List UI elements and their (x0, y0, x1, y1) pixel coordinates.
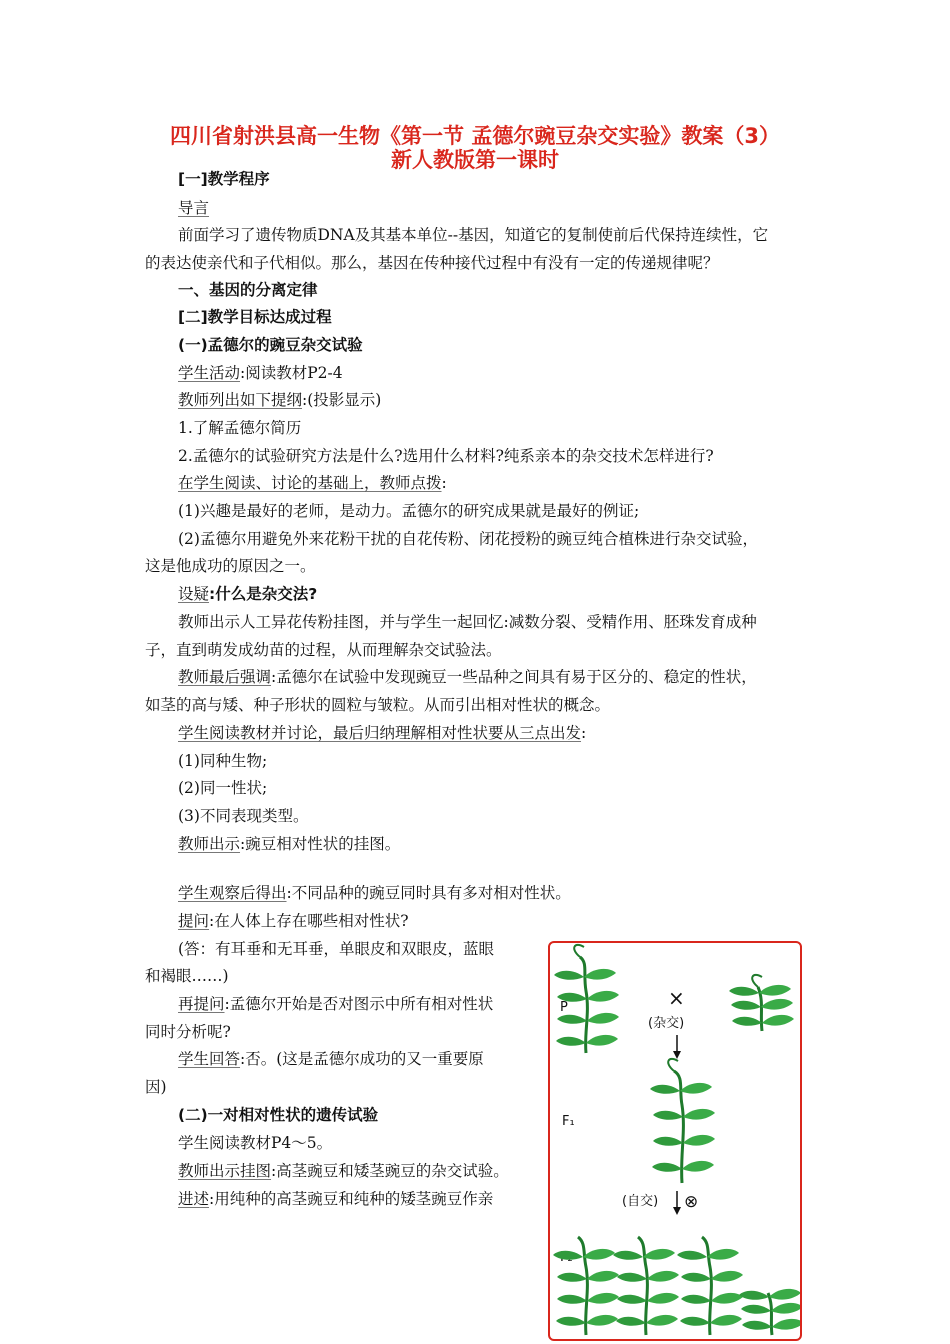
teacher-shows-text: :豌豆相对性状的挂图。 (240, 835, 401, 853)
ask-again-text-1: :孟德尔开始是否对图示中所有相对性状 (224, 995, 494, 1013)
point-same-trait: (2)同一性状; (178, 779, 268, 797)
read-discuss-text: : (581, 724, 587, 742)
chart-text: :高茎豌豆和矮茎豌豆的杂交试验。 (271, 1162, 509, 1180)
read-textbook-line: 学生阅读教材P4～5。 (178, 1134, 333, 1152)
intro-label: 导言 (178, 199, 210, 217)
student-reply-line-1 (178, 1049, 484, 1069)
outline-item-1: 1.了解孟德尔简历 (178, 419, 302, 437)
ask-again-line-2: 同时分析呢? (145, 1023, 231, 1041)
student-activity-label: 学生活动 (178, 364, 241, 382)
point-same-species: (1)同种生物; (178, 752, 268, 770)
point-2-line-2: 这是他成功的原因之一。 (145, 557, 316, 575)
ask-label: 提问 (178, 912, 210, 930)
emphasis-line-1 (178, 667, 757, 687)
intro-line-2: 的表达使亲代和子代相似。那么，基因在传种接代过程中有没有一定的传递规律呢？ (145, 254, 719, 272)
teacher-shows-line (178, 834, 400, 854)
answer-line-1: (答：有耳垂和无耳垂，单眼皮和双眼皮，蓝眼 (178, 940, 495, 958)
f2-tall-plant-2 (613, 1237, 679, 1335)
read-discuss-label: 学生阅读教材并讨论，最后归纳理解相对性状要从三点出发 (178, 724, 582, 742)
dwarf-parent-plant (729, 975, 794, 1031)
student-activity-text: :阅读教材P2-4 (240, 364, 343, 382)
document-title-line1: 四川省射洪县高一生物《第一节 孟德尔豌豆杂交实验》教案（3） (170, 124, 780, 148)
show-chart-line-1: 教师出示人工异花传粉挂图，并与学生一起回忆:减数分裂、受精作用、胚珠发育成种 (178, 613, 757, 631)
outline-label: 教师列出如下提纲 (178, 391, 303, 409)
point-1: (1)兴趣是最好的老师，是动力。孟德尔的研究成果就是最好的例证; (178, 502, 640, 520)
intro-line-1: 前面学习了遗传物质DNA及其基本单位--基因，知道它的复制使前后代保持连续性，它 (178, 226, 769, 244)
generation-p-label: P (560, 1000, 568, 1015)
outline-text: :(投影显示) (302, 391, 382, 409)
narration-text: :用纯种的高茎豌豆和纯种的矮茎豌豆作亲 (209, 1190, 494, 1208)
observation-text: :不同品种的豌豆同时具有多对相对性状。 (286, 884, 571, 902)
f2-tall-plant-1 (553, 1237, 619, 1335)
tall-parent-plant (554, 945, 619, 1053)
ask-line (178, 911, 409, 931)
f2-tall-plant-3 (677, 1237, 743, 1335)
heading-pea-experiment: (一)孟德尔的豌豆杂交试验 (178, 336, 363, 354)
heading-teaching-procedure: [一]教学程序 (178, 170, 270, 188)
pea-cross-diagram (548, 941, 802, 1341)
question-line (178, 584, 317, 604)
show-chart-line-2: 子，直到萌发成幼苗的过程，从而理解杂交试验法。 (145, 641, 502, 659)
emphasis-line-2: 如茎的高与矮、种子形状的圆粒与皱粒。从而引出相对性状的概念。 (145, 696, 611, 714)
read-discuss-line (178, 723, 586, 743)
answer-line-2: 和褐眼……) (145, 967, 229, 985)
observation-label: 学生观察后得出 (178, 884, 287, 902)
generation-f1-label: F₁ (562, 1114, 575, 1129)
chart-line (178, 1161, 509, 1181)
document-title-line2: 新人教版第一课时 (391, 148, 559, 172)
ask-again-label: 再提问 (178, 995, 225, 1013)
chart-label: 教师出示挂图 (178, 1162, 272, 1180)
f2-dwarf-plant (739, 1289, 800, 1335)
student-activity-line (178, 363, 343, 383)
teacher-point-line (178, 473, 447, 493)
observation-line (178, 883, 571, 903)
heading-objectives: [二]教学目标达成过程 (178, 308, 332, 326)
emphasis-text-1: :孟德尔在试验中发现豌豆一些品种之间具有易于区分的、稳定的性状， (271, 668, 757, 686)
student-reply-line-2: 因) (145, 1078, 167, 1096)
cross-symbol: × (668, 986, 685, 1010)
teacher-shows-label: 教师出示 (178, 835, 241, 853)
point-different-types: (3)不同表现类型。 (178, 807, 309, 825)
student-reply-label: 学生回答 (178, 1050, 241, 1068)
narration-line (178, 1189, 493, 1209)
narration-label: 进述 (178, 1190, 210, 1208)
self-cross-text: (自交) (622, 1194, 659, 1209)
teacher-point-label: 在学生阅读、讨论的基础上，教师点拨 (178, 474, 442, 492)
emphasis-label: 教师最后强调 (178, 668, 272, 686)
cross-text: (杂交) (648, 1016, 685, 1031)
teacher-point-text: : (441, 474, 447, 492)
heading-one-trait-experiment: (二)一对相对性状的遗传试验 (178, 1106, 379, 1124)
point-2-line-1: (2)孟德尔用避免外来花粉干扰的自花传粉、闭花授粉的豌豆纯合植株进行杂交试验， (178, 530, 758, 548)
student-reply-text-1: :否。(这是孟德尔成功的又一重要原 (240, 1050, 484, 1068)
question-text: :什么是杂交法? (209, 585, 318, 603)
ask-again-line-1 (178, 994, 493, 1014)
outline-line (178, 390, 381, 410)
heading-segregation-law: 一、基因的分离定律 (178, 281, 318, 299)
f1-tall-plant (650, 1059, 715, 1183)
self-cross-symbol: ⊗ (684, 1192, 699, 1212)
ask-text: :在人体上存在哪些相对性状? (209, 912, 409, 930)
outline-item-2: 2.孟德尔的试验研究方法是什么?选用什么材料?纯系亲本的杂交技术怎样进行? (178, 447, 714, 465)
question-label: 设疑 (178, 585, 210, 603)
